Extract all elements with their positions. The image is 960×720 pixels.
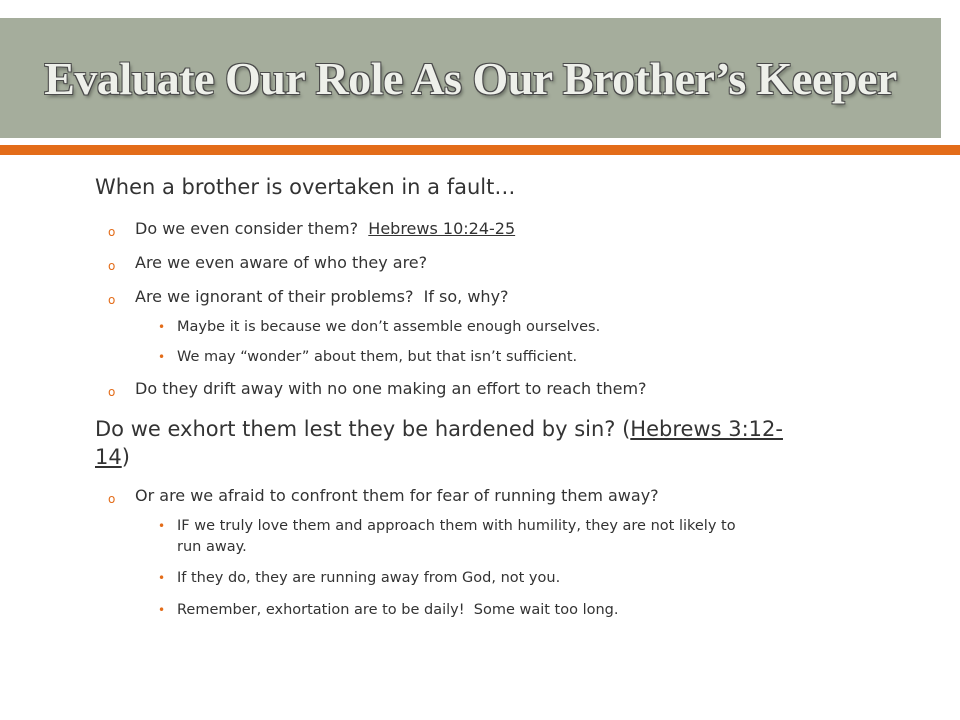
dot-bullet-icon: •	[158, 571, 166, 585]
circle-bullet-icon: o	[108, 385, 116, 399]
detail-bullet-text: IF we truly love them and approach them with humility, they are not likely to	[177, 518, 736, 534]
circle-bullet-icon: o	[108, 492, 116, 506]
slide-title: Evaluate Our Role As Our Brother’s Keeper	[44, 52, 897, 104]
circle-bullet-icon: o	[108, 225, 116, 239]
detail-bullet-text: Remember, exhortation are to be daily! Some wait too long.	[177, 602, 619, 618]
sub-bullet-text: Do we even consider them? Hebrews 10:24-25	[135, 219, 516, 238]
bullet-2-text: Do we exhort them lest they be hardened by sin? (Hebrews 3:12-	[95, 417, 783, 441]
detail-bullet-text-continued: run away.	[177, 539, 247, 555]
detail-bullet-text: Maybe it is because we don’t assemble enough ourselves.	[177, 319, 601, 335]
dot-bullet-icon: •	[158, 320, 166, 334]
sub-bullet-text: Or are we afraid to confront them for fear of running them away?	[135, 486, 659, 505]
circle-bullet-icon: o	[108, 293, 116, 307]
hebrews-10-link[interactable]: Hebrews 10:24-25	[368, 219, 516, 238]
sub-bullet-text: Are we ignorant of their problems? If so, why?	[135, 287, 509, 306]
detail-bullet-text: If they do, they are running away from God, not you.	[177, 570, 561, 586]
bullet-2-text-continued: 14)	[95, 445, 130, 469]
dot-bullet-icon: •	[158, 519, 166, 533]
dot-bullet-icon: •	[158, 350, 166, 364]
bullet-1-text: When a brother is overtaken in a fault…	[95, 175, 516, 199]
dot-bullet-icon: •	[158, 603, 166, 617]
sub-bullet-text: Do they drift away with no one making an effort to reach them?	[135, 379, 647, 398]
hebrews-3-link-continued[interactable]: 14	[95, 445, 122, 469]
detail-bullet-text: We may “wonder” about them, but that isn’t sufficient.	[177, 349, 578, 365]
circle-bullet-icon: o	[108, 259, 116, 273]
hebrews-3-link[interactable]: Hebrews 3:12-	[630, 417, 783, 441]
sub-bullet-text: Are we even aware of who they are?	[135, 253, 428, 272]
